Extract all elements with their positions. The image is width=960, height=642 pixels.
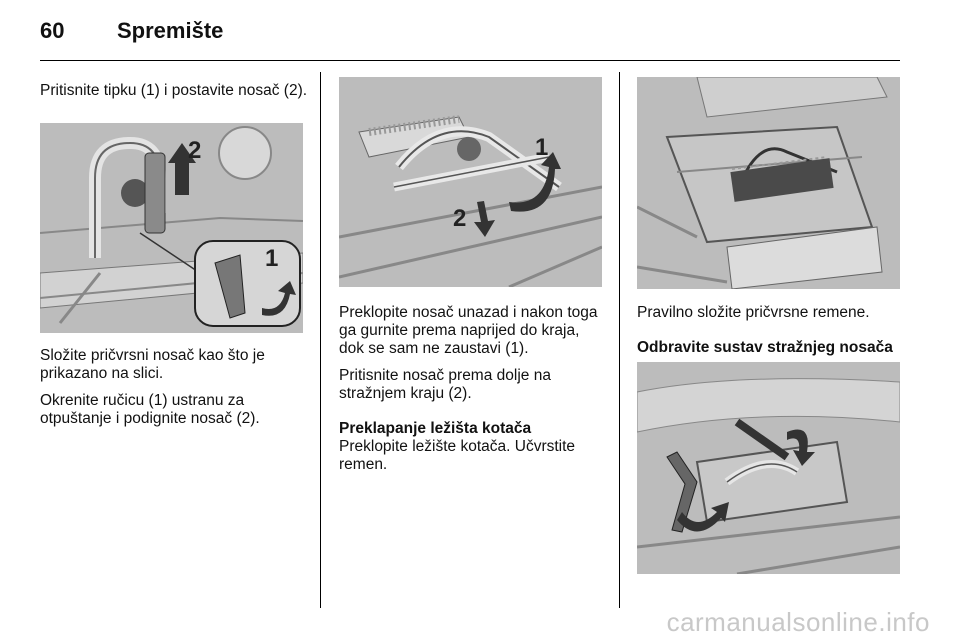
illustration-carrier-lift [40, 123, 303, 333]
column-divider-2 [619, 72, 620, 608]
unlock-rear-carrier-drawing [637, 362, 900, 574]
column-divider-1 [320, 72, 321, 608]
illustration-carrier-fold [339, 77, 602, 287]
figure-label-2: 2 [453, 205, 467, 232]
straps-drawing [637, 77, 900, 289]
column-1-lower [40, 347, 308, 437]
instruction-text: Preklopite ležište kotača. Učvrstite remen. [339, 438, 576, 473]
instruction-text: Složite pričvrsni nosač kao što je prikazano na slici. [40, 347, 265, 382]
watermark: carmanualsonline.info [666, 607, 930, 637]
illustration-unlock-rear-carrier [637, 362, 900, 574]
carrier-fold-drawing [339, 77, 602, 287]
column-2 [339, 304, 607, 483]
column-3 [637, 304, 905, 357]
subheading: Preklapanje ležišta kotača [339, 420, 532, 437]
instruction-text: Okrenite ručicu (1) ustranu za otpuštanje i podignite nosač (2). [40, 392, 260, 427]
column-1 [40, 82, 308, 109]
carrier-lift-drawing [40, 123, 303, 333]
section-title: Spremište [117, 18, 224, 43]
figure-label-2: 2 [188, 137, 202, 164]
instruction-text: Pritisnite nosač prema dolje na stražnjem kraju (2). [339, 367, 551, 402]
page-number: 60 [40, 18, 65, 43]
illustration-straps [637, 77, 900, 289]
instruction-text: Preklopite nosač unazad i nakon toga ga gurnite prema naprijed do kraja, dok se sam ne zaustavi (1). [339, 304, 598, 357]
instruction-text: Pritisnite tipku (1) i postavite nosač (2). [40, 82, 308, 99]
instruction-text: Pravilno složite pričvrsne remene. [637, 304, 870, 321]
figure-label-1: 1 [535, 134, 549, 161]
subheading: Odbravite sustav stražnjeg nosača [637, 339, 893, 356]
figure-label-1: 1 [265, 245, 279, 272]
header-rule [40, 60, 900, 61]
